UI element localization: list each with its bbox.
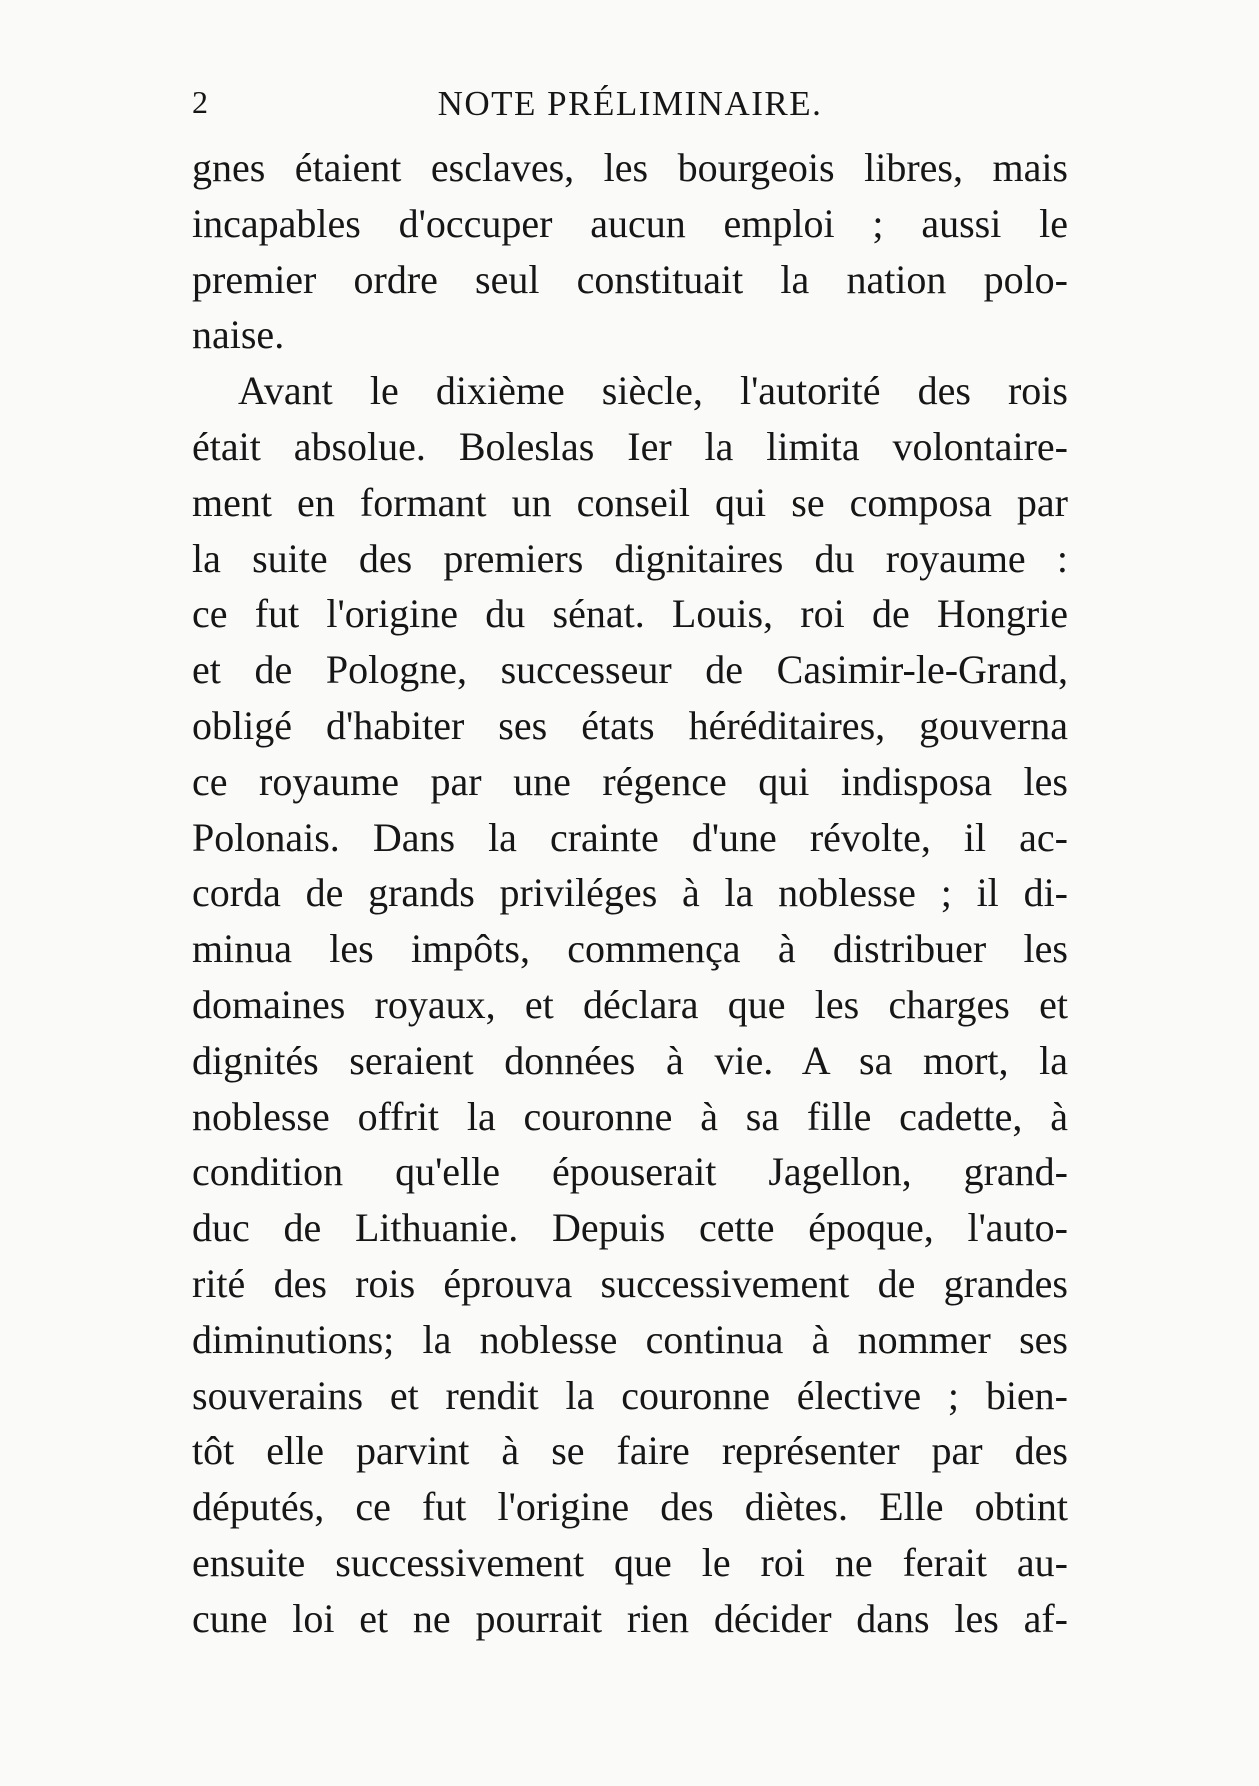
running-head — [192, 84, 1068, 134]
text-line: était absolue. Boleslas Ier la limita volontaire- — [192, 423, 1068, 469]
text-line: incapables d'occuper aucun emploi ; aussi le — [192, 200, 1068, 246]
text-line: minua les impôts, commença à distribuer les — [192, 926, 1068, 972]
text-line: ment en formant un conseil qui se composa par — [192, 479, 1068, 525]
text-line: tôt elle parvint à se faire représenter par des — [192, 1428, 1068, 1474]
text-line: diminutions; la noblesse continua à nommer ses — [192, 1316, 1068, 1362]
body-text — [192, 140, 1068, 1647]
text-line: duc de Lithuanie. Depuis cette époque, l'auto- — [192, 1205, 1068, 1251]
running-title: NOTE PRÉLIMINAIRE. — [437, 84, 823, 123]
page-number: 2 — [192, 84, 208, 120]
text-line: ensuite successivement que le roi ne ferait au- — [192, 1539, 1068, 1585]
text-line: obligé d'habiter ses états héréditaires, gouverna — [192, 702, 1068, 748]
text-line: gnes étaient esclaves, les bourgeois libres, mais — [192, 145, 1068, 190]
text-line: la suite des premiers dignitaires du royaume : — [192, 535, 1068, 581]
text-line: condition qu'elle épouserait Jagellon, grand- — [192, 1149, 1068, 1195]
text-line: Avant le dixième siècle, l'autorité des rois — [238, 368, 1068, 414]
text-line: dignités seraient données à vie. A sa mort, la — [192, 1037, 1068, 1083]
text-line: Polonais. Dans la crainte d'une révolte, il ac- — [192, 814, 1068, 860]
text-line: premier ordre seul constituait la nation polo- — [192, 256, 1068, 302]
text-line: ce fut l'origine du sénat. Louis, roi de Hongrie — [192, 591, 1068, 637]
text-line: et de Pologne, successeur de Casimir-le-Grand, — [192, 647, 1068, 693]
text-line: domaines royaux, et déclara que les charges et — [192, 981, 1068, 1027]
text-line: corda de grands priviléges à la noblesse ; il di- — [192, 870, 1068, 916]
text-line: souverains et rendit la couronne élective ; bien- — [192, 1372, 1068, 1418]
text-line: noblesse offrit la couronne à sa fille cadette, à — [192, 1093, 1068, 1139]
text-line: cune loi et ne pourrait rien décider dans les af- — [192, 1595, 1068, 1641]
text-line: rité des rois éprouva successivement de grandes — [192, 1260, 1068, 1306]
text-line: ce royaume par une régence qui indisposa les — [192, 758, 1068, 804]
text-line: députés, ce fut l'origine des diètes. Elle obtint — [192, 1484, 1068, 1530]
text-line: naise. — [192, 312, 285, 358]
